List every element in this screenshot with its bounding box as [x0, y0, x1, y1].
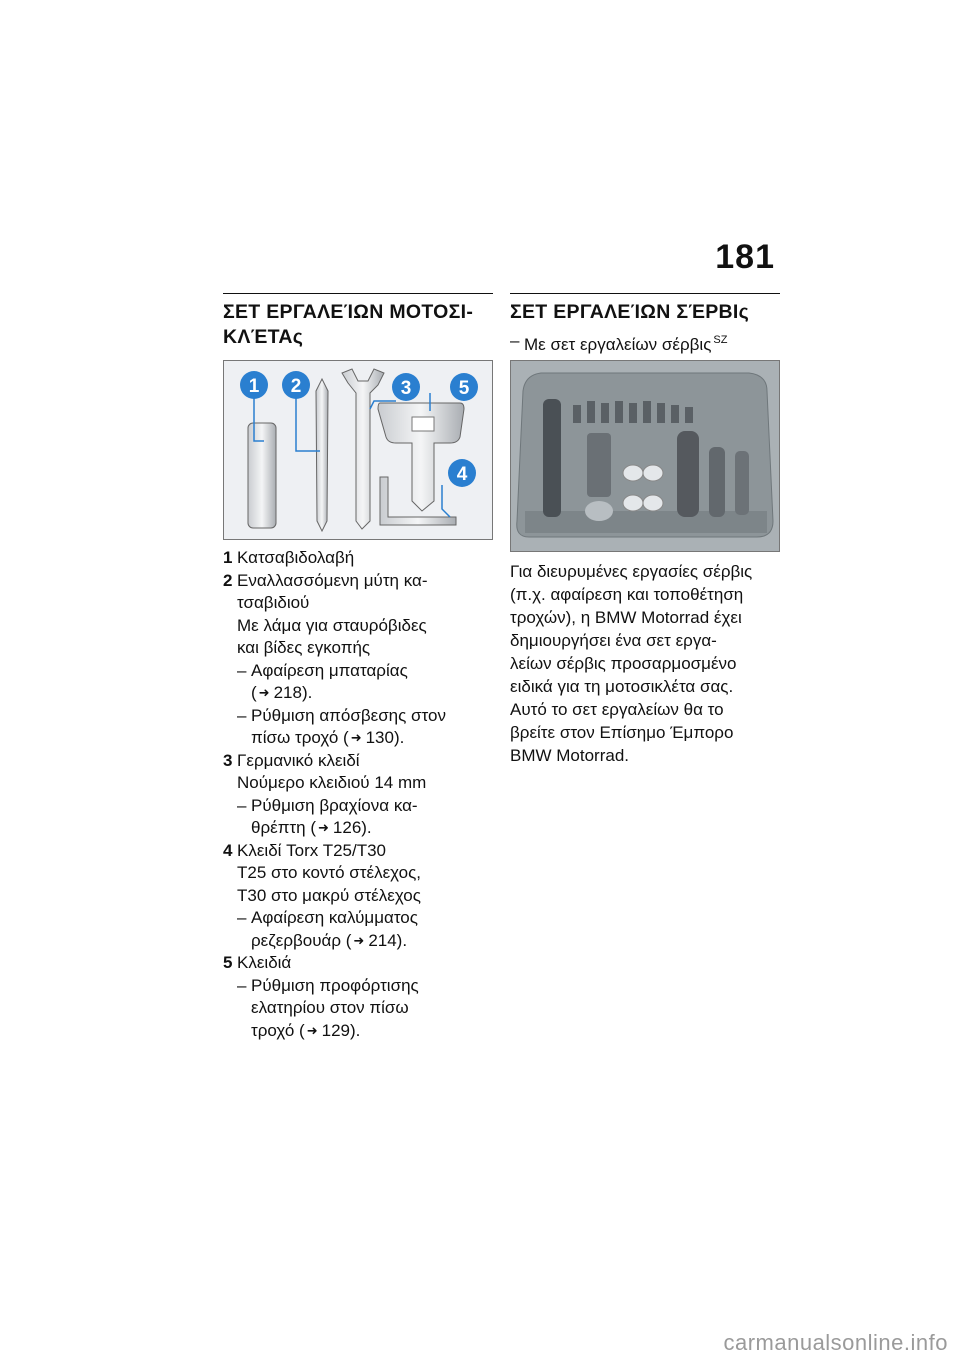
item-number: 1: [223, 548, 233, 567]
page-reference-arrow-icon: ➜: [306, 1022, 318, 1038]
callout-4: [448, 459, 476, 487]
item-text: Εναλλασσόμενη μύτη κα-: [237, 570, 428, 590]
left-column: [223, 293, 493, 1042]
equipment-code: SZ: [713, 334, 728, 346]
procedure-link-spring-preload[interactable]: – Ρύθμιση προφόρτισης ελατηρίου στον πίσω τροχό ( ➜ 129).: [237, 975, 493, 1043]
page-reference-arrow-icon: ➜: [353, 932, 365, 948]
section-title-motorcycle-toolkit: [223, 300, 493, 350]
item-text: Κατσαβιδολαβή: [237, 548, 355, 567]
procedure-text: Ρύθμιση βραχίονα κα-: [251, 795, 418, 815]
center-puller: [587, 433, 611, 497]
paragraph-line: Αυτό το σετ εργαλείων θα το: [510, 700, 724, 719]
page-reference: 126).: [332, 818, 372, 837]
paragraph-line: δημιουργήσει ένα σετ εργα-: [510, 631, 717, 650]
procedure-text: πίσω τροχό (: [251, 728, 349, 747]
procedure-text: Αφαίρεση καλύμματος: [251, 908, 418, 927]
page-reference: 130).: [365, 728, 405, 747]
service-tray-drawing: [511, 361, 779, 551]
tool-list: [223, 547, 493, 1042]
item-text: Νούμερο κλειδιού 14 mm: [237, 773, 427, 792]
item-text: T25 στο κοντό στέλεχος,: [237, 863, 422, 882]
item-text: Κλειδί Torx T25/T30: [237, 840, 386, 860]
paragraph-line: Για διευρυμένες εργασίες σέρβις: [510, 562, 753, 581]
item-number: 2: [223, 570, 233, 590]
item-text: και βίδες εγκοπής: [237, 638, 371, 657]
procedure-text: Ρύθμιση προφόρτισης: [251, 975, 419, 995]
callout-2: [282, 371, 310, 399]
screwdriver-bit: [316, 379, 328, 531]
callout-5: [450, 373, 478, 401]
section-rule: [223, 293, 493, 294]
long-tool: [543, 399, 561, 517]
procedure-link-tank-cover[interactable]: – Αφαίρεση καλύμματος ρεζερβουάρ ( ➜ 214).: [237, 907, 493, 952]
optional-equipment-note: – Με σετ εργαλείων σέρβις $^{SZ}$: [510, 331, 728, 354]
callout-1: [240, 371, 268, 399]
svg-text:4: 4: [456, 464, 468, 485]
t-handle-socket: [412, 417, 434, 431]
tool-item-1: [223, 547, 493, 570]
title-line-2: ΚΛΈΤΑς: [223, 326, 304, 348]
item-number: 5: [223, 953, 233, 972]
procedure-link-battery[interactable]: – Αφαίρεση μπαταρίας ( ➜ 218).: [237, 660, 493, 705]
right-cylinder-2: [709, 447, 725, 517]
paragraph-line: (π.χ. αφαίρεση και τοποθέτηση: [510, 585, 744, 604]
title-line-1: ΣΕΤ ΕΡΓΑΛΕΊΩΝ ΜΟΤΟΣΙ-: [223, 301, 474, 323]
service-toolkit-description: [510, 560, 780, 767]
paragraph-line: ειδικά για τη μοτοσικλέτα σας.: [510, 677, 734, 696]
procedure-text: τροχό (: [251, 1020, 305, 1040]
item-text: Κλειδιά: [237, 953, 292, 972]
procedure-link-rear-damping[interactable]: – Ρύθμιση απόσβεσης στον πίσω τροχό ( ➜ 130).: [237, 705, 493, 750]
watermark: carmanualsonline.info: [723, 1330, 948, 1355]
section-rule: [510, 293, 780, 294]
procedure-text: (: [251, 683, 257, 702]
item-text: Με λάμα για σταυρόβιδες: [237, 615, 427, 635]
page-number: 181: [715, 238, 775, 276]
tool-item-3: [223, 750, 493, 840]
svg-text:5: 5: [458, 378, 470, 399]
callout-3: [392, 373, 420, 401]
service-toolkit-photo: [510, 360, 780, 552]
paragraph-line: λείων σέρβις προσαρμοσμένο: [510, 654, 737, 673]
right-cylinder-1: [677, 431, 699, 517]
procedure-link-caliper-lever[interactable]: – Ρύθμιση βραχίονα κα- θρέπτη ( ➜ 126).: [237, 795, 493, 840]
section-title-service-toolkit: ΣΕΤ ΕΡΓΑΛΕΊΩΝ ΣΈΡΒΙς: [510, 301, 750, 323]
paragraph-line: τροχών), η BMW Motorrad έχει: [510, 608, 742, 627]
paragraph-line: βρείτε στον Επίσημο Έμπορο: [510, 723, 734, 742]
svg-text:3: 3: [400, 378, 412, 399]
svg-text:1: 1: [248, 376, 260, 397]
right-column: [510, 293, 780, 767]
page-reference: 129).: [321, 1020, 361, 1040]
tool-item-5: [223, 952, 493, 1042]
page-reference: 214).: [368, 930, 408, 950]
svg-text:2: 2: [290, 376, 302, 397]
item-number: 3: [223, 750, 233, 770]
item-text: τσαβιδιού: [237, 593, 310, 612]
open-end-wrench: [342, 369, 384, 529]
procedure-text: ελατηρίου στον πίσω: [251, 998, 409, 1017]
paragraph-line: BMW Motorrad.: [510, 746, 630, 765]
item-number: 4: [223, 840, 233, 860]
page-reference-arrow-icon: ➜: [258, 685, 270, 700]
note-text: Με σετ εργαλείων σέρβις: [524, 335, 712, 354]
tray-rim: [525, 511, 767, 533]
right-cylinder-3: [735, 451, 749, 515]
page-reference: 218).: [273, 683, 313, 702]
item-text: T30 στο μακρύ στέλεχος: [237, 885, 421, 905]
tool-item-4: [223, 840, 493, 953]
item-text: Γερμανικό κλειδί: [237, 750, 360, 770]
procedure-text: ρεζερβουάρ (: [251, 930, 352, 950]
toolkit-illustration: [223, 360, 493, 540]
procedure-text: Αφαίρεση μπαταρίας: [251, 660, 408, 680]
procedure-text: θρέπτη (: [251, 818, 316, 837]
screwdriver-handle: [248, 423, 276, 528]
toolkit-drawing: [224, 361, 492, 539]
page-reference-arrow-icon: ➜: [318, 820, 329, 835]
tool-item-2: [223, 570, 493, 750]
page-reference-arrow-icon: ➜: [350, 730, 362, 745]
procedure-text: Ρύθμιση απόσβεσης στον: [251, 705, 446, 725]
